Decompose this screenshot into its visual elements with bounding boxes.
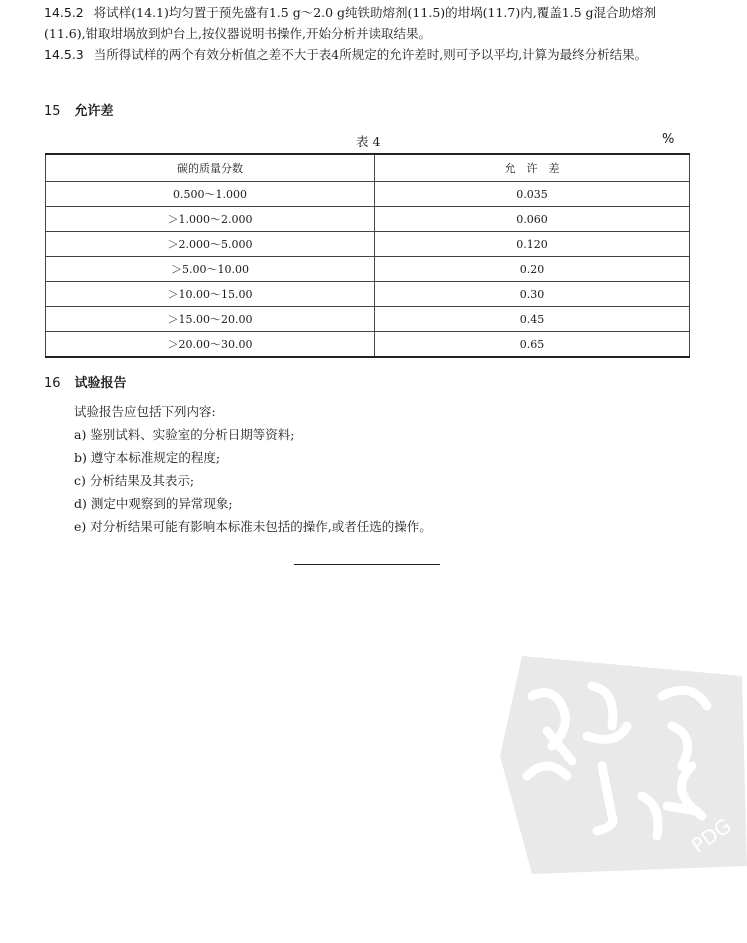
list-item: b) 遵守本标准规定的程度; (74, 450, 221, 465)
table-row (46, 307, 690, 332)
cell-carbon-range: 0.500～1.000 (46, 182, 375, 207)
cell-carbon-range: ＞10.00～15.00 (46, 282, 375, 307)
clause-number: 14.5.3 (44, 47, 84, 62)
clause-number: 14.5.2 (44, 5, 84, 20)
library-seal-watermark-icon (492, 636, 747, 876)
cell-tolerance: 0.20 (375, 257, 690, 282)
clause-text: 将试样(14.1)均匀置于预先盛有1.5 g～2.0 g纯铁助熔剂(11.5)的坩埚(11.7)内,覆盖1.5 g混合助熔剂(11.6),钳取坩埚放到炉台上,按仪器说明书操作,开始分析并读取结果。 (44, 5, 657, 41)
list-item: c) 分析结果及其表示; (74, 473, 195, 488)
list-item: e) 对分析结果可能有影响本标准未包括的操作,或者任选的操作。 (74, 519, 432, 534)
section-number: 16 (44, 376, 61, 391)
end-rule (294, 564, 440, 565)
clause-14-5-3 (44, 44, 694, 65)
watermark-text: PDG (686, 813, 736, 858)
section-title: 允许差 (74, 104, 114, 119)
cell-carbon-range: ＞5.00～10.00 (46, 257, 375, 282)
clause-14-5-2 (44, 2, 694, 44)
cell-tolerance: 0.45 (375, 307, 690, 332)
report-contents-list (74, 400, 432, 538)
cell-carbon-range: ＞2.000～5.000 (46, 232, 375, 257)
table-row (46, 182, 690, 207)
cell-tolerance: 0.65 (519, 337, 545, 351)
table-row (46, 207, 690, 232)
section-title: 试验报告 (74, 376, 127, 391)
cell-carbon-range: ＞15.00～20.00 (46, 307, 375, 332)
section-15-heading (44, 100, 114, 119)
list-item: d) 测定中观察到的异常现象; (74, 496, 233, 511)
header-carbon-fraction: 碳的质量分数 (46, 154, 375, 182)
header-tolerance: 允 许 差 (375, 154, 690, 182)
tolerance-table (45, 153, 690, 358)
cell-carbon-range: ＞1.000～2.000 (46, 207, 375, 232)
cell-tolerance: 0.060 (375, 207, 690, 232)
table-caption: 表 4 (356, 134, 381, 149)
section-number: 15 (44, 104, 61, 119)
table-unit: % (662, 132, 675, 147)
cell-tolerance: 0.035 (375, 182, 690, 207)
table-row (46, 257, 690, 282)
report-intro: 试验报告应包括下列内容: (74, 404, 216, 419)
list-item: a) 鉴别试料、实验室的分析日期等资料; (74, 427, 295, 442)
table-header-row (46, 154, 690, 182)
clause-text: 当所得试样的两个有效分析值之差不大于表4所规定的允许差时,则可予以平均,计算为最终分析结果。 (93, 47, 648, 62)
table-row (46, 282, 690, 307)
cell-tolerance: 0.120 (375, 232, 690, 257)
table-row (46, 232, 690, 257)
cell-tolerance: 0.30 (375, 282, 690, 307)
cell-carbon-range: ＞20.00～30.00 (46, 332, 375, 358)
section-16-heading (44, 372, 127, 391)
table-row (46, 332, 690, 358)
